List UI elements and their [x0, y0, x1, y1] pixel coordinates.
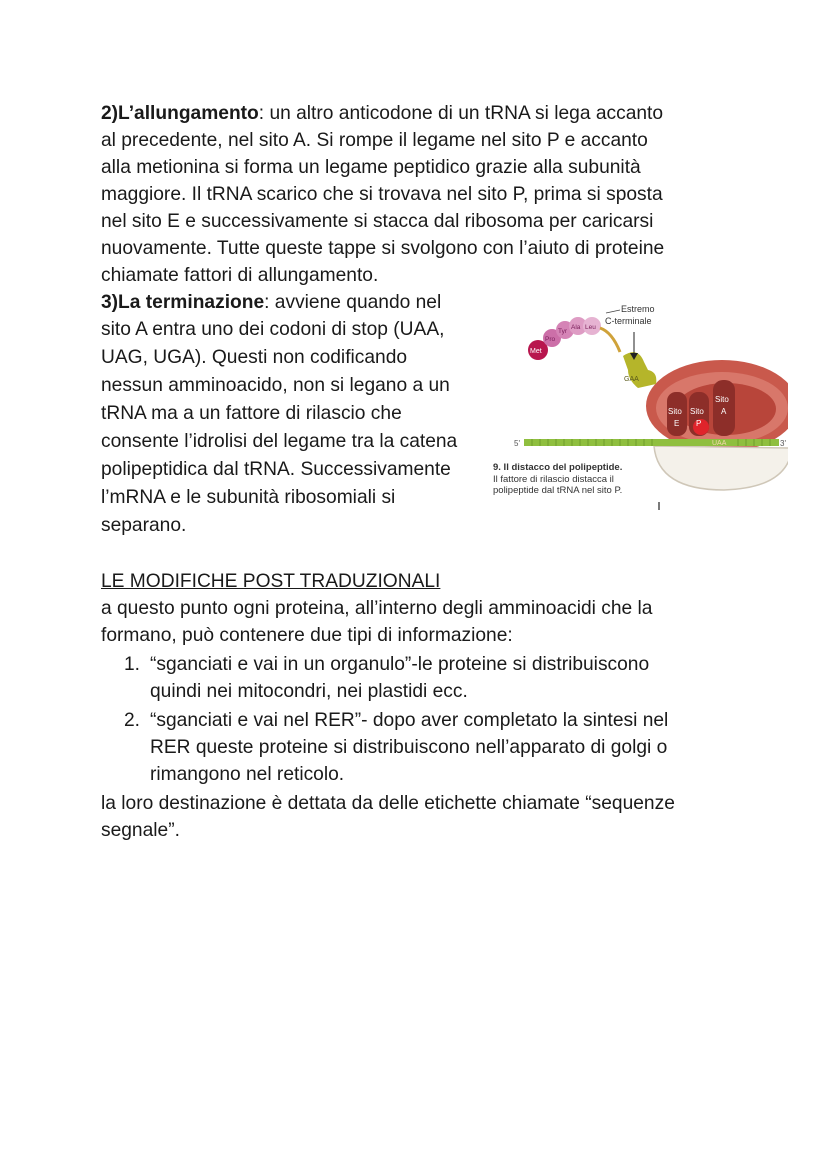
allungamento-line-7: chiamate fattori di allungamento. — [101, 265, 379, 286]
list-item-1-line-1: “sganciati e vai in un organulo”-le proteine si distribuiscono — [150, 654, 650, 675]
list-item-1-line-2: quindi nei mitocondri, nei plastidi ecc. — [150, 681, 468, 702]
estremo-leader-line — [606, 310, 620, 313]
section-heading: LE MODIFICHE POST TRADUZIONALI — [101, 571, 441, 592]
ribosome-small-subunit — [654, 446, 788, 490]
list-item-1-number: 1. — [124, 654, 141, 675]
terminazione-line-2: sito A entra uno dei codoni di stop (UAA, — [101, 319, 445, 340]
mrna-3-end: 3' — [780, 439, 786, 448]
allungamento-line-1-text: : un altro anticodone di un tRNA si lega accanto — [258, 103, 664, 124]
terminazione-line-4: nessun amminoacido, non si legano a un — [101, 375, 450, 396]
aa-pro-label: Pro — [545, 336, 556, 343]
list-item-2-line-3: rimangono nel reticolo. — [150, 764, 345, 785]
site-a-label-2: A — [721, 407, 727, 416]
terminazione-line-9: separano. — [101, 515, 187, 536]
terminazione-line-3: UAG, UGA). Questi non codificando — [101, 347, 408, 368]
terminazione-line-1-text: : avviene quando nel — [264, 292, 442, 313]
allungamento-line-2: al precedente, nel sito A. Si rompe il legame nel sito P e accanto — [101, 130, 648, 151]
caption-line-2: polipeptide dal tRNA nel sito P. — [493, 485, 623, 496]
closing-line-1: la loro destinazione è dettata da delle etichette chiamate “sequenze — [101, 793, 675, 814]
peptide-bond-link — [600, 328, 620, 352]
aa-tyr-label: Tyr — [558, 328, 568, 335]
aa-leu-label: Leu — [585, 324, 596, 331]
site-p-label-2: P — [696, 419, 702, 428]
site-e-label-1: Sito — [668, 407, 682, 416]
list-item-2-number: 2. — [124, 710, 141, 731]
list-item-2-line-2: RER queste proteine si distribuiscono nell’apparato di golgi o — [150, 737, 668, 758]
list-item-2-line-1: “sganciati e vai nel RER”- dopo aver completato la sintesi nel — [150, 710, 669, 731]
allungamento-line-3: alla metionina si forma un legame peptidico grazie alla subunità — [101, 157, 641, 178]
figure-caption — [493, 462, 622, 497]
section-intro-1: a questo punto ogni proteina, all’interno degli amminoacidi che la — [101, 598, 653, 619]
section-intro-2: formano, può contenere due tipi di informazione: — [101, 625, 513, 646]
trna-anticodon: GAA — [624, 376, 639, 383]
terminazione-line-7: polipeptidica dal tRNA. Successivamente — [101, 459, 451, 480]
caption-line-1: Il fattore di rilascio distacca il — [493, 473, 614, 485]
mrna-5-end: 5' — [514, 439, 520, 448]
allungamento-line-4: maggiore. Il tRNA scarico che si trovava nel sito P, prima si sposta — [101, 184, 663, 205]
estremo-label: Estremo — [621, 304, 655, 314]
allungamento-line-1 — [101, 100, 663, 127]
terminazione-line-1 — [101, 289, 441, 316]
allungamento-title: 2)L’allungamento — [101, 103, 259, 124]
allungamento-line-6: nuovamente. Tutte queste tappe si svolgono con l’aiuto di proteine — [101, 238, 665, 259]
allungamento-line-5: nel sito E e successivamente si stacca dal ribosoma per caricarsi — [101, 211, 654, 232]
site-p-label-1: Sito — [690, 407, 704, 416]
closing-line-2: segnale”. — [101, 820, 180, 841]
caption-title: 9. Il distacco del polipeptide. — [493, 462, 623, 473]
c-terminale-label: C-terminale — [605, 316, 652, 326]
terminazione-line-6: consente l’idrolisi del legame tra la catena — [101, 431, 458, 452]
aa-ala-label: Ala — [571, 324, 581, 331]
terminazione-title: 3)La terminazione — [101, 292, 265, 313]
site-e-label-2: E — [674, 419, 680, 428]
site-a-label-1: Sito — [715, 395, 729, 404]
aa-met-label: Met — [530, 348, 542, 355]
terminazione-line-5: tRNA ma a un fattore di rilascio che — [101, 403, 402, 424]
stop-codon-label: UAA — [712, 440, 727, 447]
terminazione-line-8: l’mRNA e le subunità ribosomiali si — [101, 487, 396, 508]
